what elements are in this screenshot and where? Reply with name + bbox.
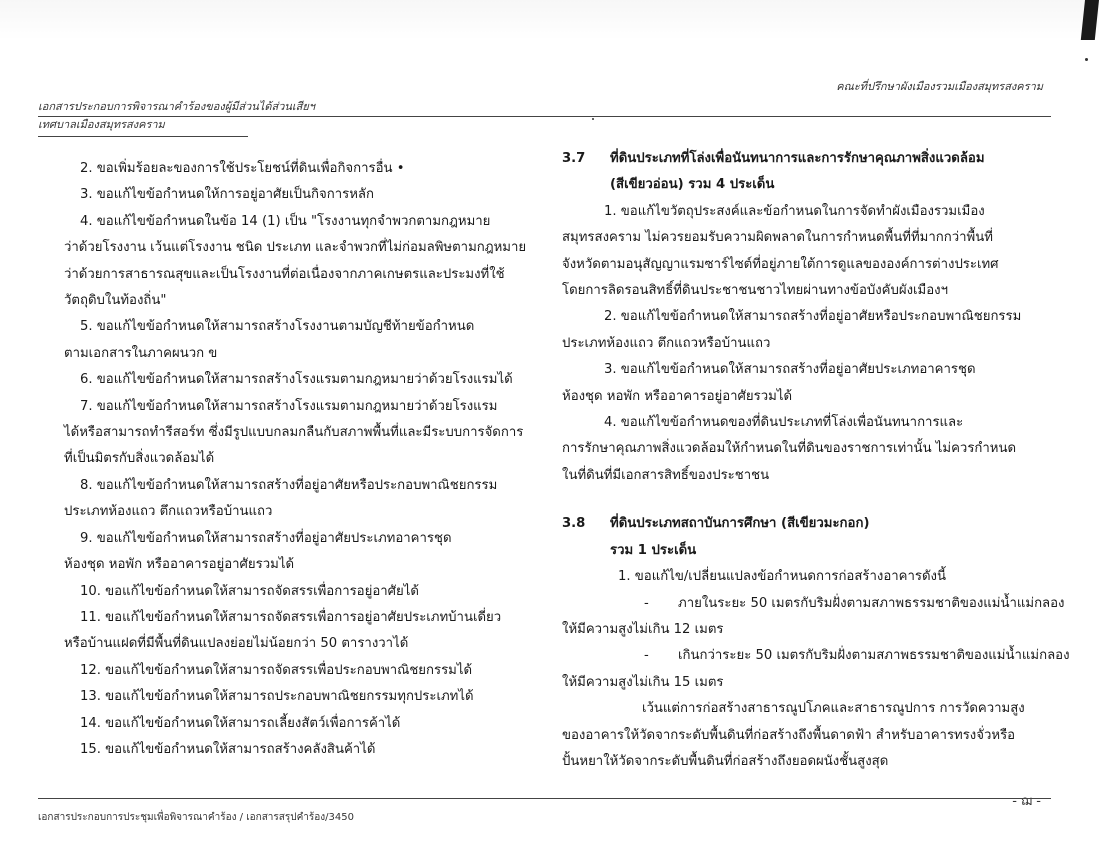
section-3-7-body — [562, 199, 1050, 489]
section-title: (สีเขียวอ่อน) รวม 4 ประเด็น — [610, 177, 775, 193]
text-line: ประเภทห้องแถว ตึกแถวหรือบ้านแถว — [562, 335, 771, 351]
text-line: 2. ขอเพิ่มร้อยละของการใช้ประโยชน์ที่ดินเพื่อกิจการอื่น • — [80, 161, 405, 176]
section-number: 3.7 — [562, 151, 586, 166]
section-3-8-heading — [562, 511, 1050, 564]
dash-bullet: - — [644, 648, 649, 664]
text-line: จังหวัดตามอนุสัญญาแรมซาร์ไซต์ที่อยู่ภายใต้การดูแลขององค์การต่างประเทศ — [562, 256, 999, 272]
text-line: วัตถุดิบในท้องถิ่น" — [64, 293, 167, 309]
text-line: 11. ขอแก้ไขข้อกำหนดให้สามารถจัดสรรเพื่อการอยู่อาศัยประเภทบ้านเดี่ยว — [80, 609, 502, 625]
header-left-line2: เทศบาลเมืองสมุทรสงคราม — [38, 118, 165, 131]
text-line: 12. ขอแก้ไขข้อกำหนดให้สามารถจัดสรรเพื่อประกอบพาณิชยกรรมได้ — [80, 662, 473, 678]
header-left-line1: เอกสารประกอบการพิจารณาคำร้องของผู้มีส่วนได้ส่วนเสียฯ — [38, 100, 315, 113]
text-line: 13. ขอแก้ไขข้อกำหนดให้สามารถประกอบพาณิชยกรรมทุกประเภทได้ — [80, 689, 474, 705]
text-line: โดยการลิดรอนสิทธิ์ที่ดินประชาชนชาวไทยผ่านทางข้อบังคับผังเมืองฯ — [562, 283, 948, 299]
text-line: สมุทรสงคราม ไม่ควรยอมรับความผิดพลาดในการกำหนดพื้นที่ที่มากกว่าพื้นที่ — [562, 230, 993, 246]
bullet-item — [562, 591, 1065, 617]
text-line: ว่าด้วยการสาธารณสุขและเป็นโรงงานที่ต่อเนื่องจากภาคเกษตรและประมงที่ใช้ — [64, 266, 505, 282]
text-line: 4. ขอแก้ไขข้อกำหนดของที่ดินประเภทที่โล่งเพื่อนันทนาการและ — [604, 415, 964, 431]
text-line: ว่าด้วยโรงงาน เว้นแต่โรงงาน ชนิด ประเภท และจำพวกที่ไม่ก่อมลพิษตามกฎหมาย — [64, 240, 527, 256]
header-right: คณะที่ปรึกษาผังเมืองรวมเมืองสมุทรสงคราม — [836, 80, 1043, 93]
text-line: 8. ขอแก้ไขข้อกำหนดให้สามารถสร้างที่อยู่อาศัยหรือประกอบพาณิชยกรรม — [80, 477, 498, 493]
text-line: หรือบ้านแฝดที่มีพื้นที่ดินแปลงย่อยไม่น้อยกว่า 50 ตารางวาได้ — [64, 636, 409, 652]
section-title: รวม 1 ประเด็น — [610, 542, 697, 558]
text-line: ประเภทห้องแถว ตึกแถวหรือบ้านแถว — [64, 504, 273, 520]
text-line: 10. ขอแก้ไขข้อกำหนดให้สามารถจัดสรรเพื่อการอยู่อาศัยได้ — [80, 583, 419, 599]
text-line: ห้องชุด หอพัก หรืออาคารอยู่อาศัยรวมได้ — [562, 388, 793, 404]
text-line: 4. ขอแก้ไขข้อกำหนดในข้อ 14 (1) เป็น "โรงงานทุกจำพวกตามกฎหมาย — [80, 213, 491, 229]
text-line: 2. ขอแก้ไขข้อกำหนดให้สามารถสร้างที่อยู่อาศัยหรือประกอบพาณิชยกรรม — [604, 309, 1022, 325]
footer-rule — [38, 798, 1051, 799]
left-column — [64, 156, 527, 763]
scan-speck — [592, 118, 594, 120]
section-3-7-heading — [562, 146, 1050, 199]
bullet-item — [562, 643, 1070, 669]
page-number: - ฌ - — [1012, 794, 1041, 809]
text-line: 1. ขอแก้ไขวัตถุประสงค์และข้อกำหนดในการจัดทำผังเมืองรวมเมือง — [604, 203, 985, 219]
footer-text: เอกสารประกอบการประชุมเพื่อพิจารณาคำร้อง / เอกสารสรุปคำร้อง/3450 — [38, 812, 354, 823]
text-line: 3. ขอแก้ไขข้อกำหนดให้การอยู่อาศัยเป็นกิจการหลัก — [80, 187, 374, 203]
note-text: ของอาคารให้วัดจากระดับพื้นดินที่ก่อสร้างถึงพื้นดาดฟ้า สำหรับอาคารทรงจั่วหรือ — [562, 727, 1016, 743]
text-line: ห้องชุด หอพัก หรืออาคารอยู่อาศัยรวมได้ — [64, 557, 295, 573]
bullet-text-cont: ให้มีความสูงไม่เกิน 12 เมตร — [562, 621, 724, 637]
scan-speck — [1085, 58, 1088, 61]
text-line: 15. ขอแก้ไขข้อกำหนดให้สามารถสร้างคลังสินค้าได้ — [80, 741, 376, 757]
section-title: ที่ดินประเภทสถาบันการศึกษา (สีเขียวมะกอก) — [610, 516, 870, 532]
section-title: ที่ดินประเภทที่โล่งเพื่อนันทนาการและการรักษาคุณภาพสิ่งแวดล้อม — [610, 151, 985, 166]
text-line: การรักษาคุณภาพสิ่งแวดล้อมให้กำหนดในที่ดินของราชการเท่านั้น ไม่ควรกำหนด — [562, 441, 1017, 457]
scan-edge — [0, 0, 1099, 40]
bullet-text: ภายในระยะ 50 เมตรกับริมฝั่งตามสภาพธรรมชาติของแม่น้ำแม่กลอง — [678, 595, 1065, 611]
text-line: ที่เป็นมิตรกับสิ่งแวดล้อมได้ — [64, 451, 215, 467]
right-column — [562, 146, 1070, 775]
text-line: 6. ขอแก้ไขข้อกำหนดให้สามารถสร้างโรงแรมตามกฎหมายว่าด้วยโรงแรมได้ — [80, 372, 513, 388]
note-text: ปั้นหยาให้วัดจากระดับพื้นดินที่ก่อสร้างถึงยอดผนังชั้นสูงสุด — [562, 753, 889, 769]
text-line: 5. ขอแก้ไขข้อกำหนดให้สามารถสร้างโรงงานตามบัญชีท้ายข้อกำหนด — [80, 319, 475, 335]
bullet-text-cont: ให้มีความสูงไม่เกิน 15 เมตร — [562, 674, 724, 690]
text-line: 14. ขอแก้ไขข้อกำหนดให้สามารถเลี้ยงสัตว์เพื่อการค้าได้ — [80, 715, 401, 731]
note-text: เว้นแต่การก่อสร้างสาธารณูปโภคและสาธารณูปการ การวัดความสูง — [642, 701, 1025, 717]
list-item: 1. ขอแก้ไข/เปลี่ยนแปลงข้อกำหนดการก่อสร้างอาคารดังนี้ — [618, 569, 946, 585]
text-line: ในที่ดินที่มีเอกสารสิทธิ์ของประชาชน — [562, 467, 770, 483]
dash-bullet: - — [644, 595, 649, 611]
text-line: 7. ขอแก้ไขข้อกำหนดให้สามารถสร้างโรงแรมตามกฎหมายว่าด้วยโรงแรม — [80, 398, 498, 414]
header-rule — [38, 116, 1051, 117]
spacer — [562, 489, 1050, 511]
text-line: ได้หรือสามารถทำรีสอร์ท ซึ่งมีรูปแบบกลมกลืนกับสภาพพื้นที่และมีระบบการจัดการ — [64, 425, 524, 441]
section-number: 3.8 — [562, 516, 586, 532]
bullet-text: เกินกว่าระยะ 50 เมตรกับริมฝั่งตามสภาพธรรมชาติของแม่น้ำแม่กลอง — [678, 648, 1070, 664]
header-subrule — [38, 136, 248, 137]
text-line: 9. ขอแก้ไขข้อกำหนดให้สามารถสร้างที่อยู่อาศัยประเภทอาคารชุด — [80, 530, 452, 546]
text-line: 3. ขอแก้ไขข้อกำหนดให้สามารถสร้างที่อยู่อาศัยประเภทอาคารชุด — [604, 362, 976, 378]
text-line: ตามเอกสารในภาคผนวก ข — [64, 345, 218, 361]
